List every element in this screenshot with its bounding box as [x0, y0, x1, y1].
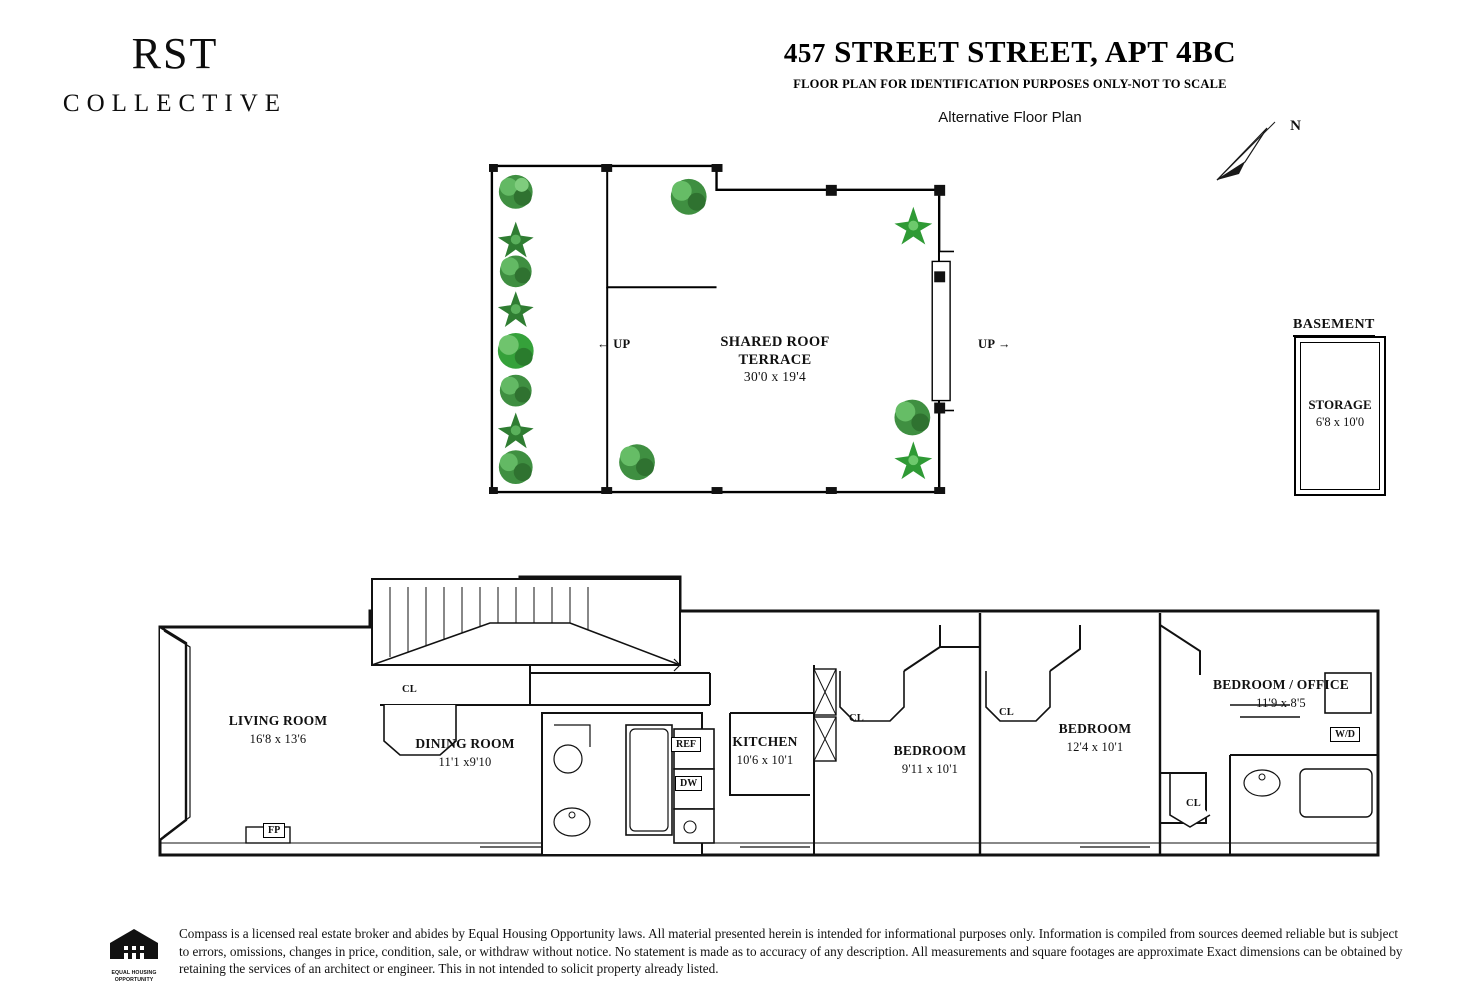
- bedroom-2-name: BEDROOM: [1058, 721, 1132, 736]
- roof-up-right-label: UP →: [978, 337, 1011, 351]
- kitchen-dims: 10'6 x 10'1: [736, 753, 794, 768]
- room-label-bedroom-1: [855, 742, 1005, 778]
- basement-room-dims: 6'8 x 10'0: [1315, 414, 1365, 429]
- dishwasher-tag: DW: [675, 776, 702, 791]
- dining-room-name: DINING ROOM: [415, 736, 515, 751]
- title-block: [700, 34, 1320, 126]
- equal-housing-logo: [103, 925, 165, 983]
- bedroom-office-dims: 11'9 x 8'5: [1256, 696, 1306, 711]
- roof-up-left-label: ← UP: [597, 337, 631, 351]
- basement-room-name: STORAGE: [1308, 397, 1372, 412]
- page-title: [700, 34, 1320, 70]
- room-label-kitchen: [690, 733, 840, 769]
- disclaimer-text: Compass is a licensed real estate broker and abides by Equal Housing Opportunity laws. All material presented herein is intended for informational purposes only. Information is compiled from sources deemed reliable but is subject to errors, omissions, changes in price, condition, sale, or withdraw without notice. No statement is made as to accuracy of any description. All measurements and square footages are approximate Exact dimensions can be obtained by retaining the services of an architect or engineer. This in not intended to solicit property already listed.: [179, 926, 1403, 977]
- equal-housing-icon: [106, 925, 162, 963]
- footer: [103, 925, 1403, 983]
- washer-dryer-tag: W/D: [1330, 727, 1360, 742]
- brand-subtitle: COLLECTIVE: [62, 90, 288, 117]
- alternative-plan-label: Alternative Floor Plan: [938, 109, 1082, 126]
- roof-terrace-drawing: [489, 164, 954, 494]
- roof-terrace-label: [690, 333, 860, 386]
- refrigerator-tag: REF: [671, 737, 701, 752]
- living-room-dims: 16'8 x 13'6: [249, 732, 307, 747]
- roof-terrace-name-1: SHARED ROOF: [720, 334, 830, 350]
- brand-mark: RST: [131, 29, 219, 78]
- kitchen-name: KITCHEN: [732, 734, 798, 749]
- room-label-dining-room: [350, 735, 580, 771]
- title-subtitle: FLOOR PLAN FOR IDENTIFICATION PURPOSES ONLY-NOT TO SCALE: [793, 77, 1227, 91]
- living-room-name: LIVING ROOM: [228, 713, 328, 728]
- closet-tag-3: CL: [999, 707, 1014, 718]
- basement-storage-label: [1294, 396, 1386, 430]
- roof-terrace-name-2: TERRACE: [738, 352, 812, 369]
- bedroom-office-name: BEDROOM / OFFICE: [1213, 677, 1349, 692]
- room-label-bedroom-2: [1020, 720, 1170, 756]
- compass-north-label: N: [1290, 118, 1301, 134]
- closet-tag-2: CL: [849, 713, 864, 724]
- bedroom-1-dims: 9'11 x 10'1: [901, 762, 959, 777]
- room-label-bedroom-office: [1196, 676, 1366, 712]
- basement-heading: BASEMENT: [1293, 317, 1375, 337]
- dining-room-dims: 11'1 x9'10: [438, 755, 492, 770]
- address-rest: STREET STREET, APT 4BC: [834, 34, 1237, 69]
- closet-tag-1: CL: [402, 684, 417, 695]
- eho-line-2: OPPORTUNITY: [114, 976, 154, 983]
- closet-tag-4: CL: [1186, 798, 1201, 809]
- bedroom-2-dims: 12'4 x 10'1: [1066, 740, 1124, 755]
- eho-line-1: EQUAL HOUSING: [111, 970, 157, 976]
- bedroom-1-name: BEDROOM: [893, 743, 967, 758]
- brand-logo: [55, 29, 295, 118]
- roof-terrace-dims: 30'0 x 19'4: [743, 369, 807, 385]
- fireplace-tag: FP: [263, 823, 285, 838]
- compass-rose: [1205, 118, 1315, 198]
- address-number: 457: [783, 38, 826, 68]
